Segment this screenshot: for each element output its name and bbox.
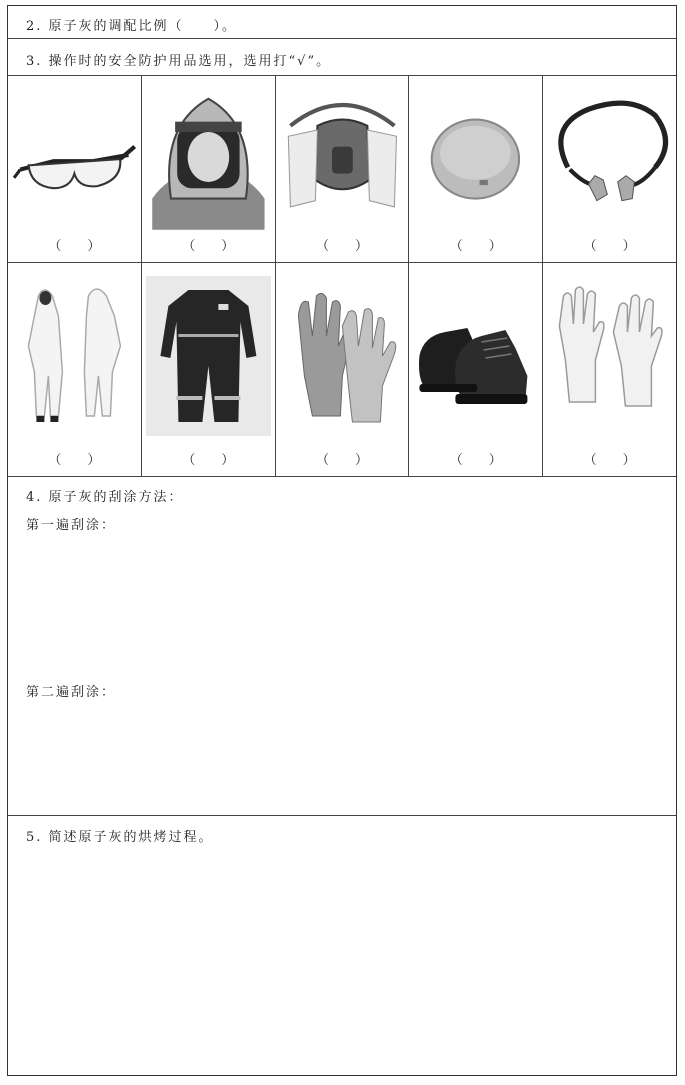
answer-blank[interactable]: （ ） xyxy=(182,453,235,468)
ppe-item-safety-goggles xyxy=(8,76,142,262)
ppe-item-cotton-gloves xyxy=(543,262,676,476)
question-4-text: 4. 原子灰的刮涂方法： xyxy=(26,490,184,505)
answer-blank[interactable]: （ ） xyxy=(583,239,636,254)
answer-blank[interactable]: （ ） xyxy=(449,239,502,254)
first-pass-label: 第一遍刮涂： xyxy=(26,518,117,533)
answer-blank[interactable]: （ ） xyxy=(48,239,101,254)
question-2-text: 2. 原子灰的调配比例（ ）。 xyxy=(26,19,238,34)
cotton-gloves-icon xyxy=(547,276,672,436)
face-shield-hood-icon xyxy=(146,84,271,230)
ppe-item-rubber-gloves xyxy=(276,262,410,476)
protective-coverall-white-icon xyxy=(12,276,137,436)
ppe-item-face-shield xyxy=(142,76,276,262)
answer-blank[interactable]: （ ） xyxy=(449,453,502,468)
answer-blank[interactable]: （ ） xyxy=(315,453,368,468)
answer-blank[interactable]: （ ） xyxy=(182,239,235,254)
ppe-item-earplugs xyxy=(543,76,676,262)
question-3-text: 3. 操作时的安全防护用品选用，选用打“√”。 xyxy=(26,54,332,69)
rubber-gloves-icon xyxy=(280,276,405,436)
question-3-row xyxy=(8,39,676,76)
safety-goggles-icon xyxy=(12,84,137,230)
second-pass-label: 第二遍刮涂： xyxy=(26,685,117,700)
earplugs-icon xyxy=(547,84,672,230)
respirator-mask-icon xyxy=(280,84,405,230)
ppe-row-2 xyxy=(8,262,676,477)
ppe-item-protective-coverall xyxy=(8,262,142,476)
worksheet xyxy=(7,5,677,1076)
question-5-row xyxy=(8,816,676,1075)
safety-shoes-icon xyxy=(413,276,538,436)
answer-blank[interactable]: （ ） xyxy=(583,453,636,468)
work-overall-dark-icon xyxy=(146,276,271,436)
answer-blank[interactable]: （ ） xyxy=(48,453,101,468)
question-2-row xyxy=(8,6,676,39)
dust-mask-icon xyxy=(413,84,538,230)
question-4-row xyxy=(8,476,676,816)
ppe-item-work-overall xyxy=(142,262,276,476)
ppe-item-safety-shoes xyxy=(409,262,543,476)
ppe-item-dust-mask xyxy=(409,76,543,262)
ppe-row-1 xyxy=(8,76,676,263)
ppe-item-respirator xyxy=(276,76,410,262)
question-5-text: 5. 简述原子灰的烘烤过程。 xyxy=(26,830,214,845)
answer-blank[interactable]: （ ） xyxy=(315,239,368,254)
